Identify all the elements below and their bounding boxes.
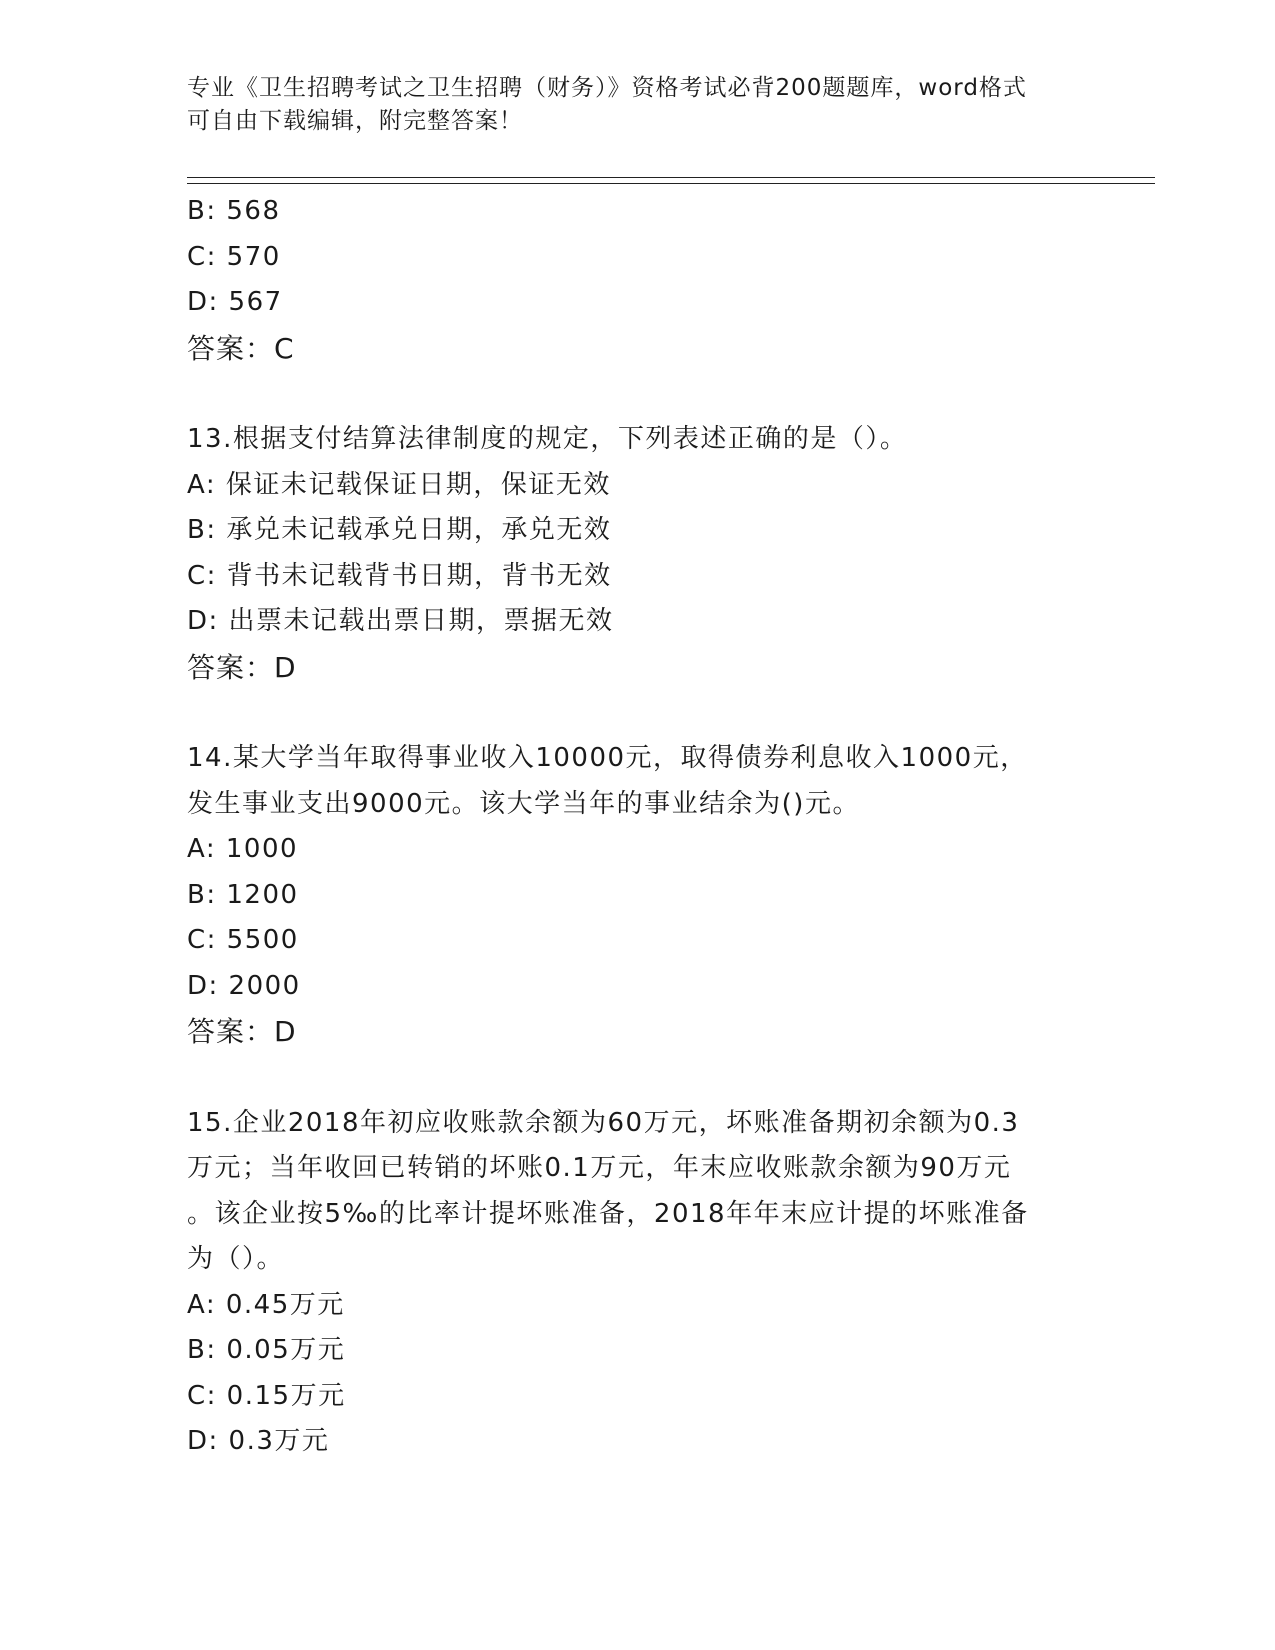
option-d: D: 2000: [187, 970, 301, 1001]
document-body: [187, 189, 1087, 1465]
page-header: [187, 72, 1087, 138]
option-a: A: 1000: [187, 834, 299, 864]
option-c: C: 570: [187, 241, 281, 272]
question-stem-line-2: 万元；当年收回已转销的坏账0.1万元，年末应收账款余额为90万元: [187, 1153, 1012, 1183]
question-14: [187, 736, 1087, 1055]
question-stem-line-2: 发生事业支出9000元。该大学当年的事业结余为()元。: [187, 788, 860, 819]
question-stem: 13.根据支付结算法律制度的规定，下列表述正确的是（）。: [187, 424, 908, 454]
header-divider: [187, 177, 1155, 184]
option-d: D: 0.3万元: [187, 1426, 330, 1456]
question-13: [187, 417, 1087, 690]
option-d: D: 出票未记载出票日期，票据无效: [187, 606, 614, 636]
option-c: C: 背书未记载背书日期，背书无效: [187, 560, 612, 591]
option-c: C: 0.15万元: [187, 1380, 346, 1411]
option-b: B: 568: [187, 196, 281, 226]
question-stem-line-1: 14.某大学当年取得事业收入10000元，取得债券利息收入1000元，: [187, 743, 1028, 773]
option-a: A: 0.45万元: [187, 1289, 345, 1320]
option-b: B: 承兑未记载承兑日期，承兑无效: [187, 515, 612, 545]
answer: 答案：D: [187, 650, 297, 684]
question-stem-line-4: 为（）。: [187, 1244, 285, 1274]
question-stem-line-1: 15.企业2018年初应收账款余额为60万元，坏账准备期初余额为0.3: [187, 1107, 1020, 1138]
option-b: B: 1200: [187, 879, 299, 910]
question-15: [187, 1101, 1087, 1465]
option-a: A: 保证未记载保证日期，保证无效: [187, 469, 611, 500]
header-line-2: 可自由下载编辑，附完整答案！: [187, 108, 523, 134]
answer: 答案：C: [187, 331, 295, 365]
question-12-tail: [187, 189, 1087, 371]
option-b: B: 0.05万元: [187, 1335, 346, 1365]
option-d: D: 567: [187, 287, 283, 317]
header-line-1: 专业《卫生招聘考试之卫生招聘（财务）》资格考试必背200题题库，word格式: [187, 75, 1027, 101]
question-stem-line-3: 。该企业按5‰的比率计提坏账准备，2018年年末应计提的坏账准备: [187, 1198, 1029, 1229]
option-c: C: 5500: [187, 925, 299, 955]
answer: 答案：D: [187, 1015, 297, 1048]
